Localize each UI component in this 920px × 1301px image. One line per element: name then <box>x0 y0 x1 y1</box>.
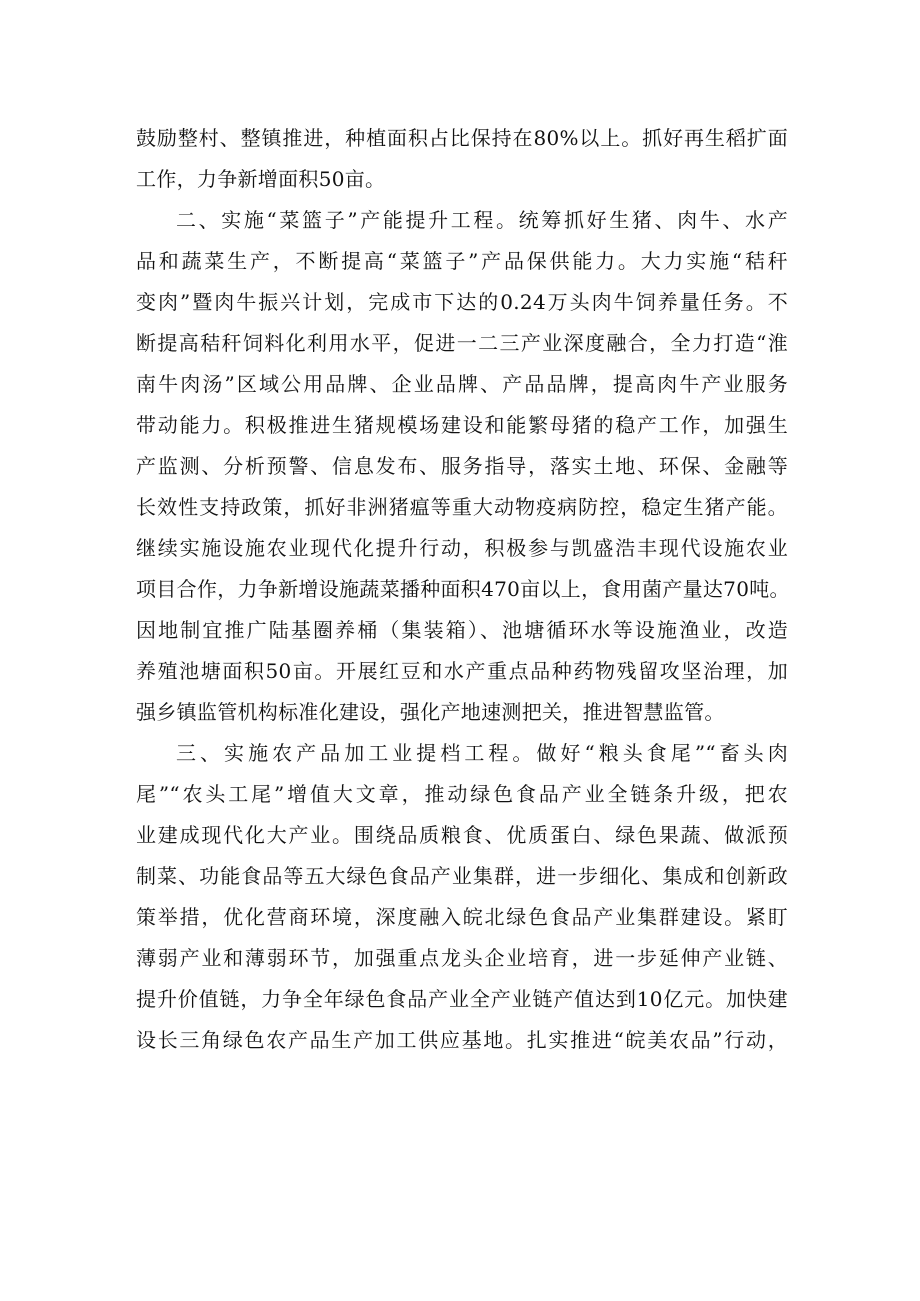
text-line: 养殖池塘面积50亩。开展红豆和水产重点品种药物残留攻坚治理，加 <box>136 659 788 683</box>
text-line: 产监测、分析预警、信息发布、服务指导，落实土地、环保、金融等 <box>136 454 788 478</box>
text-line: 薄弱产业和薄弱环节，加强重点龙头企业培育，进一步延伸产业链、 <box>136 946 788 970</box>
text-line: 变肉”暨肉牛振兴计划，完成市下达的0.24万头肉牛饲养量任务。不 <box>136 290 788 314</box>
text-line: 带动能力。积极推进生猪规模场建设和能繁母猪的稳产工作，加强生 <box>136 413 788 437</box>
text-line: 尾”“农头工尾”增值大文章，推动绿色食品产业全链条升级，把农 <box>136 782 788 806</box>
text-line: 策举措，优化营商环境，深度融入皖北绿色食品产业集群建设。紧盯 <box>136 905 788 929</box>
text-line: 设长三角绿色农产品生产加工供应基地。扎实推进“皖美农品”行动， <box>136 1028 788 1052</box>
text-line: 因地制宜推广陆基圈养桶（集装箱）、池塘循环水等设施渔业，改造 <box>136 618 788 642</box>
text-line: 项目合作，力争新增设施蔬菜播种面积470亩以上，食用菌产量达70吨。 <box>136 577 790 601</box>
text-line: 断提高秸秆饲料化利用水平，促进一二三产业深度融合，全力打造“淮 <box>136 331 788 355</box>
text-line: 南牛肉汤”区域公用品牌、企业品牌、产品品牌，提高肉牛产业服务 <box>136 372 788 396</box>
paragraph-heading-line: 二、实施“菜篮子”产能提升工程。统筹抓好生猪、肉牛、水产 <box>176 208 788 232</box>
text-line: 品和蔬菜生产，不断提高“菜篮子”产品保供能力。大力实施“秸秆 <box>136 249 788 273</box>
text-line: 工作，力争新增面积50亩。 <box>136 167 386 191</box>
text-line: 制菜、功能食品等五大绿色食品产业集群，进一步细化、集成和创新政 <box>136 864 788 888</box>
text-line: 长效性支持政策，抓好非洲猪瘟等重大动物疫病防控，稳定生猪产能。 <box>136 495 788 519</box>
text-line: 强乡镇监管机构标准化建设，强化产地速测把关，推进智慧监管。 <box>136 700 725 724</box>
text-line: 继续实施设施农业现代化提升行动，积极参与凯盛浩丰现代设施农业 <box>136 536 788 560</box>
paragraph-heading-line: 三、实施农产品加工业提档工程。做好“粮头食尾”“畜头肉 <box>176 741 788 765</box>
text-line: 业建成现代化大产业。围绕品质粮食、优质蛋白、绿色果蔬、做派预 <box>136 823 788 847</box>
text-line: 提升价值链，力争全年绿色食品产业全产业链产值达到10亿元。加快建 <box>136 987 788 1011</box>
text-line: 鼓励整村、整镇推进，种植面积占比保持在80%以上。抓好再生稻扩面 <box>136 126 788 150</box>
